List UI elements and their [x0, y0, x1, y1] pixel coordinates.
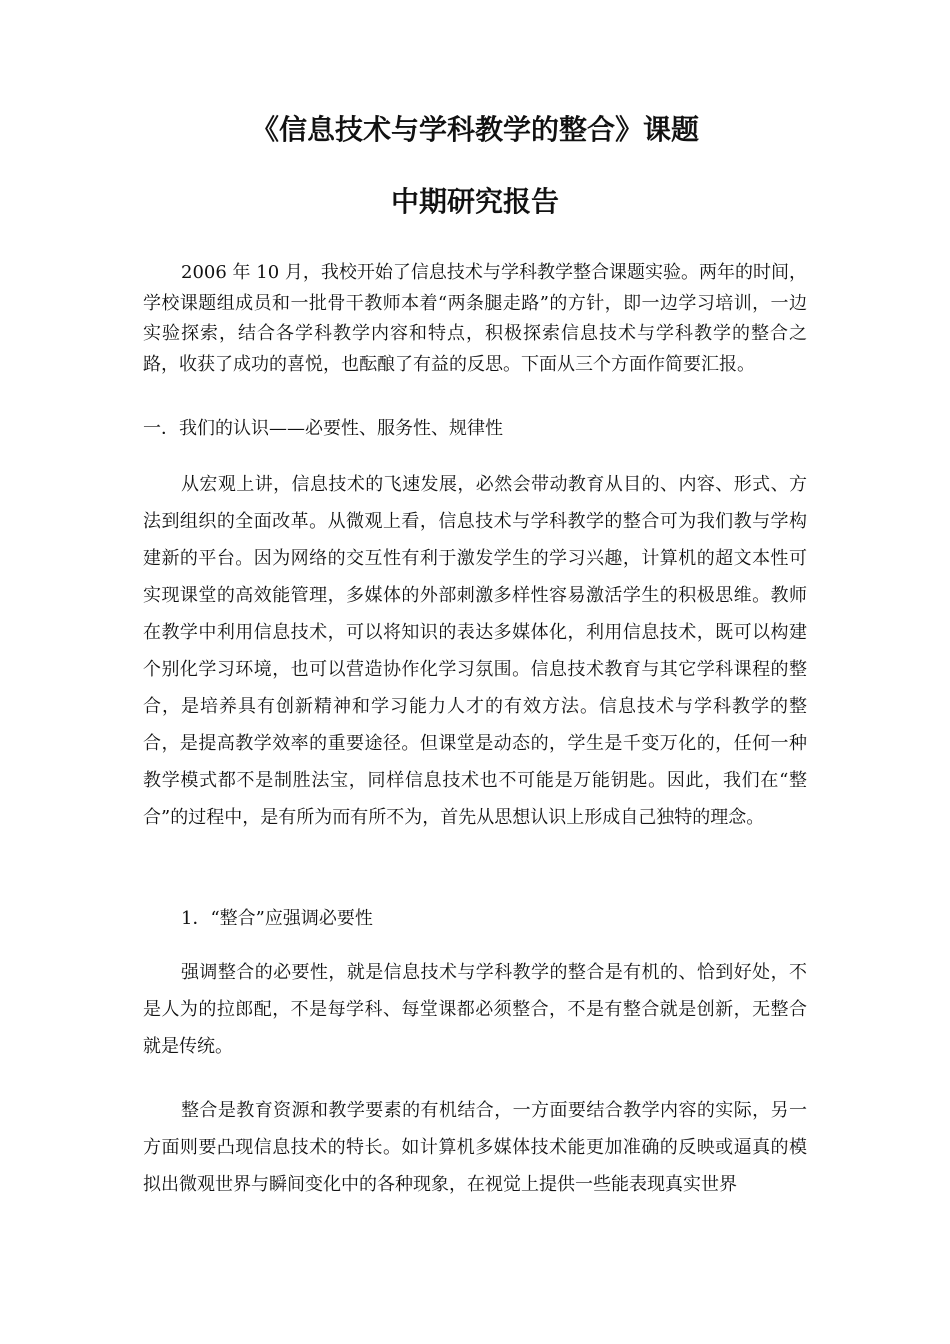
subsection-1-paragraph-1: 强调整合的必要性，就是信息技术与学科教学的整合是有机的、恰到好处，不是人为的拉郎配，不是每学科、每堂课都必须整合，不是有整合就是创新，无整合就是传统。: [143, 962, 807, 1057]
section-1-paragraph: 从宏观上讲，信息技术的飞速发展，必然会带动教育从目的、内容、形式、方法到组织的全面改革。从微观上看，信息技术与学科教学的整合可为我们教与学构建新的平台。因为网络的交互性有利于激发学生的学习兴趣，计算机的超文本性可实现课堂的高效能管理，多媒体的外部刺激多样性容易激活学生的积极思维。教师在教学中利用信息技术，可以将知识的表达多媒体化，利用信息技术，既可以构建个别化学习环境，也可以营造协作化学习氛围。信息技术教育与其它学科课程的整合，是培养具有创新精神和学习能力人才的有效方法。信息技术与学科教学的整合，是提高教学效率的重要途径。但课堂是动态的，学生是千变万化的，任何一种教学模式都不是制胜法宝，同样信息技术也不可能是万能钥匙。因此，我们在“整合”的过程中，是有所为而有所不为，首先从思想认识上形成自己独特的理念。: [143, 474, 807, 828]
document-title: 《信息技术与学科教学的整合》课题: [250, 113, 699, 146]
subsection-heading-1: 1．“整合”应强调必要性: [181, 908, 373, 929]
section-heading-1: 一．我们的认识——必要性、服务性、规律性: [143, 418, 503, 439]
subsection-1-paragraph-2: 整合是教育资源和教学要素的有机结合，一方面要结合教学内容的实际，另一方面则要凸现信息技术的特长。如计算机多媒体技术能更加准确的反映或逼真的模拟出微观世界与瞬间变化中的各种现象，在视觉上提供一些能表现真实世界: [143, 1100, 807, 1195]
intro-paragraph: 2006 年 10 月，我校开始了信息技术与学科教学整合课题实验。两年的时间，学校课题组成员和一批骨干教师本着“两条腿走路”的方针，即一边学习培训，一边实验探索，结合各学科教学内容和特点，积极探索信息技术与学科教学的整合之路，收获了成功的喜悦，也酝酿了有益的反思。下面从三个方面作简要汇报。: [143, 262, 807, 375]
document-subtitle: 中期研究报告: [390, 185, 559, 218]
